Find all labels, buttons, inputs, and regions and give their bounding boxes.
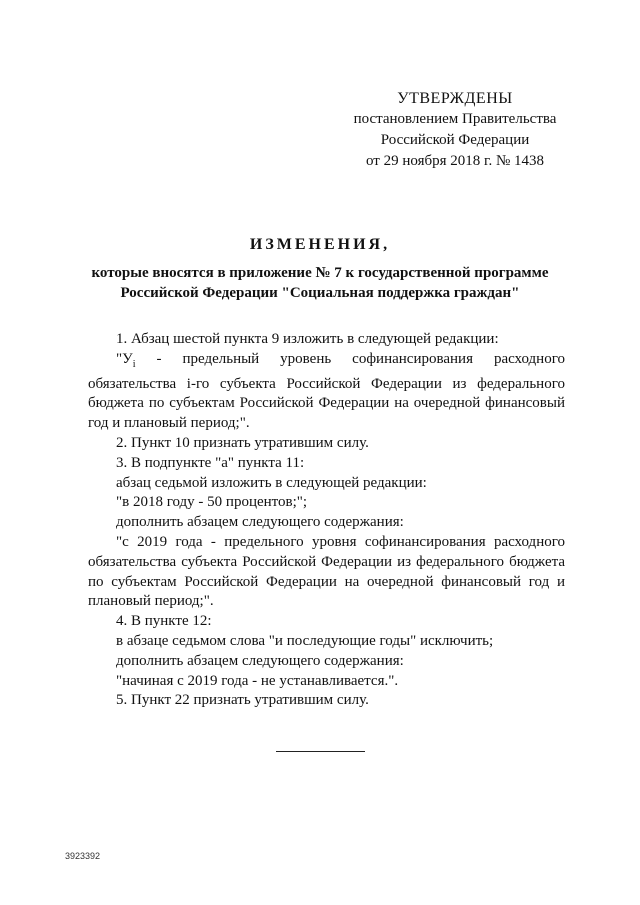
- approval-heading: УТВЕРЖДЕНЫ: [397, 90, 513, 107]
- subtitle-line-1: которые вносятся в приложение № 7 к государственной программе: [91, 265, 549, 281]
- approval-block: [340, 88, 570, 172]
- paragraph-11: дополнить абзацем следующего содержания:: [116, 652, 404, 669]
- document-subtitle: [60, 263, 580, 303]
- approval-line-2: Российской Федерации: [380, 132, 530, 148]
- paragraph-3: 2. Пункт 10 признать утратившим силу.: [116, 434, 369, 451]
- paragraph-2-prefix: "У: [116, 350, 133, 367]
- paragraph-7: дополнить абзацем следующего содержания:: [116, 514, 404, 531]
- paragraph-2-rest: - предельный уровень софинансирования расходного обязательства i-го субъекта Российской Федерации из федерального бюджета по субъектам Российской Федерации на очередной финансовый год и плановый период;".: [88, 350, 565, 432]
- paragraph-5: абзац седьмой изложить в следующей редакции:: [116, 474, 427, 491]
- paragraph-10: в абзаце седьмом слова "и последующие годы" исключить;: [116, 632, 494, 649]
- paragraph-6: "в 2018 году - 50 процентов;";: [116, 494, 308, 511]
- paragraph-9: 4. В пункте 12:: [116, 613, 212, 630]
- document-number: 3923392: [65, 851, 101, 861]
- paragraph-12: "начиная с 2019 года - не устанавливается.".: [116, 672, 399, 689]
- paragraph-1: 1. Абзац шестой пункта 9 изложить в следующей редакции:: [116, 331, 499, 347]
- approval-line-3: от 29 ноября 2018 г. № 1438: [365, 153, 545, 169]
- paragraph-8: "с 2019 года - предельного уровня софинансирования расходного обязательства субъекта Российской Федерации из федерального бюджета по субъектам Российской Федерации на очередной финансовый год и плановый период;".: [88, 533, 565, 610]
- document-body: [88, 330, 565, 711]
- paragraph-2: [88, 350, 565, 434]
- subtitle-line-2: Российской Федерации "Социальная поддержка граждан": [120, 285, 520, 301]
- end-divider: [276, 751, 365, 752]
- document-title: ИЗМЕНЕНИЯ,: [249, 236, 391, 253]
- approval-line-1: постановлением Правительства: [353, 111, 557, 127]
- paragraph-4: 3. В подпункте "а" пункта 11:: [116, 454, 305, 471]
- paragraph-2-subscript: i: [132, 358, 136, 370]
- paragraph-13: 5. Пункт 22 признать утратившим силу.: [116, 692, 369, 709]
